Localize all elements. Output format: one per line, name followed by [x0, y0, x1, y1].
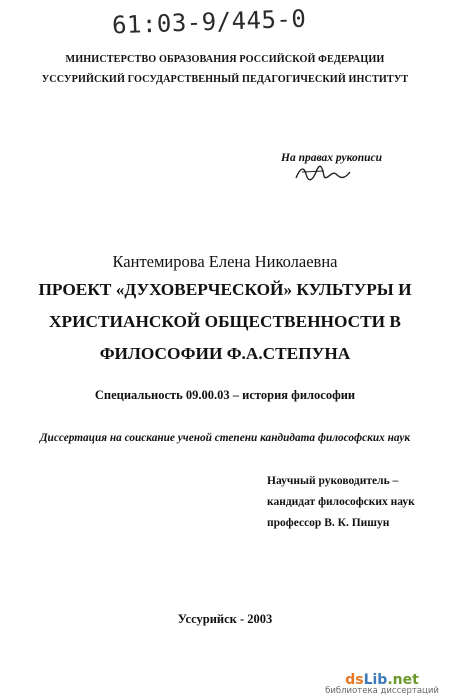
- ministry-heading: МИНИСТЕРСТВО ОБРАЗОВАНИЯ РОССИЙСКОЙ ФЕДЕРАЦИИ: [65, 54, 385, 65]
- dslib-tagline: библиотека диссертаций: [325, 686, 439, 696]
- handwritten-catalog-code: 61:03-9/445-0: [111, 4, 307, 40]
- signature-icon: [294, 162, 354, 186]
- author-name: Кантемирова Елена Николаевна: [112, 252, 338, 271]
- dslib-watermark: [318, 673, 446, 695]
- supervisor-line-3: профессор В. К. Пишун: [267, 517, 390, 529]
- manuscript-rights-label: На правах рукописи: [281, 152, 383, 164]
- supervisor-line-2: кандидат философских наук: [267, 496, 415, 508]
- city-year: Уссурийск - 2003: [177, 612, 273, 626]
- title-line-1: ПРОЕКТ «ДУХОВЕРЧЕСКОЙ» КУЛЬТУРЫ И: [38, 280, 412, 299]
- title-line-2: ХРИСТИАНСКОЙ ОБЩЕСТВЕННОСТИ В: [49, 312, 401, 331]
- institute-heading: УССУРИЙСКИЙ ГОСУДАРСТВЕННЫЙ ПЕДАГОГИЧЕСКИЙ ИНСТИТУТ: [41, 74, 409, 85]
- title-line-3: ФИЛОСОФИИ Ф.А.СТЕПУНА: [99, 344, 351, 363]
- dissertation-degree-note: Диссертация на соискание ученой степени кандидата философских наук: [39, 432, 411, 444]
- supervisor-line-1: Научный руководитель –: [267, 475, 399, 487]
- specialty-line: Специальность 09.00.03 – история философии: [94, 388, 356, 402]
- dslib-logo: dsLib.net: [345, 672, 419, 688]
